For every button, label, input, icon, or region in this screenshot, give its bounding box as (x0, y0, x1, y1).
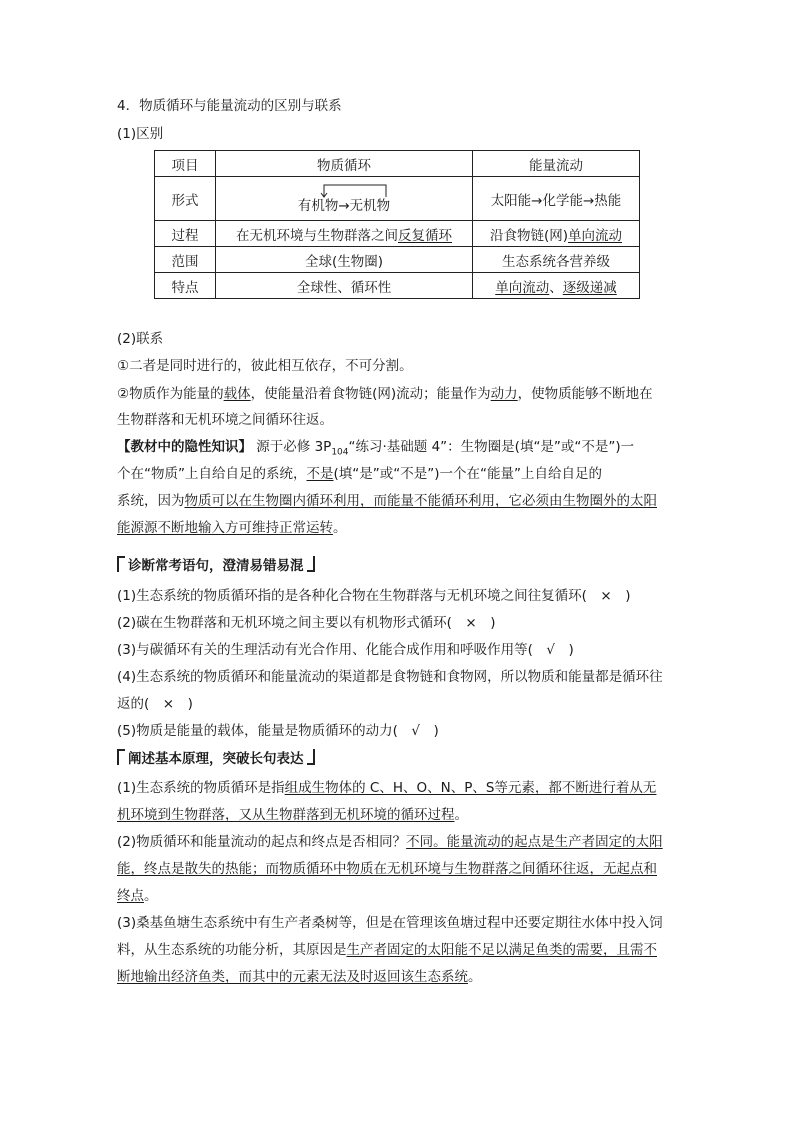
table-header-row (155, 151, 640, 177)
answer-3-line-1: (3)桑基鱼塘生态系统中有生产者桑树等，但是在管理该鱼塘过程中还要定期往水体中投入饲 (117, 915, 663, 931)
answer-1-line-1: (1)生态系统的物质循环是指组成生物体的 C、H、O、N、P、S等元素，都不断进行着从无 (117, 780, 657, 796)
link-point-1: ①二者是同时进行的，彼此相互依存，不可分割。 (117, 358, 413, 374)
energy-process-cell: 沿食物链(网)单向流动 (473, 221, 640, 247)
energy-scope-cell: 生态系统各营养级 (473, 247, 640, 273)
judge-item: (1)生态系统的物质循环指的是各种化合物在生物群落与无机环境之间往复循环( × ) (117, 588, 631, 604)
header-energy-flow: 能量流动 (473, 151, 640, 177)
answer-1-line-2: 机环境到生物群落，又从生物群落到无机环境的循环过程。 (117, 807, 468, 823)
table-row-form (155, 177, 640, 221)
cycle-diagram (298, 184, 390, 214)
comparison-table (154, 150, 640, 299)
section-heading: 4．物质循环与能量流动的区别与联系 (117, 98, 342, 114)
judge-item: (4)生态系统的物质循环和能量流动的渠道都是食物链和食物网，所以物质和能量都是循环往 (117, 669, 663, 685)
forward-arrow: → (338, 197, 350, 214)
section-diagnose-title: 诊断常考语句，澄清易错易混 (117, 556, 315, 576)
table-row-process (155, 221, 640, 247)
organic-matter: 有机物 (297, 197, 339, 214)
judge-item: (2)碳在生物群落和无机环境之间主要以有机物形式循环( × ) (117, 615, 496, 631)
answer-2-line-3: 终点。 (117, 888, 158, 904)
hidden-knowledge-line-2: 个在“物质”上自给自足的系统，不是(填“是”或“不是”)一个在“能量”上自给自足的 (117, 466, 602, 482)
material-scope-cell: 全球(生物圈) (216, 247, 473, 273)
row-label: 范围 (155, 247, 216, 273)
hidden-knowledge-tag: 【教材中的隐性知识】 (117, 439, 252, 455)
row-label: 形式 (155, 177, 216, 221)
row-label: 特点 (155, 273, 216, 299)
judge-item: (5)物质是能量的载体，能量是物质循环的动力( √ ) (117, 723, 439, 739)
difference-label: (1)区别 (117, 126, 164, 142)
answer-2-line-1: (2)物质循环和能量流动的起点和终点是否相同？不同。能量流动的起点是生产者固定的太阳 (117, 834, 663, 850)
hidden-knowledge-line-4: 能源源不断地输入方可维持正常运转。 (117, 520, 347, 536)
table-row-scope (155, 247, 640, 273)
energy-feature-cell: 单向流动、逐级递减 (473, 273, 640, 299)
inorganic-matter: 无机物 (349, 197, 391, 214)
judge-item: (3)与碳循环有关的生理活动有光合作用、化能合成作用和呼吸作用等( √ ) (117, 642, 574, 658)
header-item: 项目 (155, 151, 216, 177)
cycle-return-arrow (298, 184, 408, 198)
material-feature-cell: 全球性、循环性 (216, 273, 473, 299)
answer-2-line-2: 能，终点是散失的热能；而物质循环中物质在无机环境与生物群落之间循环往返，无起点和 (117, 861, 657, 877)
section-explain-title: 阐述基本原理，突破长句表达 (117, 749, 315, 769)
table-row-feature (155, 273, 640, 299)
row-label: 过程 (155, 221, 216, 247)
hidden-knowledge-line-1: 【教材中的隐性知识】 源于必修 $3P_{104}“$练习·基础题 4”：生物圈是(填“是”或“不是”)一 (117, 439, 635, 458)
link-point-2: ②物质作为能量的载体，使能量沿着食物链(网)流动；能量作为动力，使物质能够不断地在 (117, 386, 653, 402)
judge-item-cont: 返的( × ) (117, 696, 193, 712)
header-material-cycle: 物质循环 (216, 151, 473, 177)
link-point-2-cont: 生物群落和无机环境之间循环往返。 (117, 412, 333, 428)
energy-form-cell: 太阳能→化学能→热能 (473, 177, 640, 221)
material-form-cell (216, 177, 473, 221)
material-process-cell: 在无机环境与生物群落之间反复循环 (216, 221, 473, 247)
hidden-knowledge-line-3: 系统，因为物质可以在生物圈内循环利用，而能量不能循环利用，它必须由生物圈外的太阳 (117, 493, 657, 509)
answer-3-line-3: 断地输出经济鱼类，而其中的元素无法及时返回该生态系统。 (117, 969, 482, 985)
link-label: (2)联系 (117, 331, 164, 347)
answer-3-line-2: 料，从生态系统的功能分析，其原因是生产者固定的太阳能不足以满足鱼类的需要，且需不 (117, 942, 657, 958)
